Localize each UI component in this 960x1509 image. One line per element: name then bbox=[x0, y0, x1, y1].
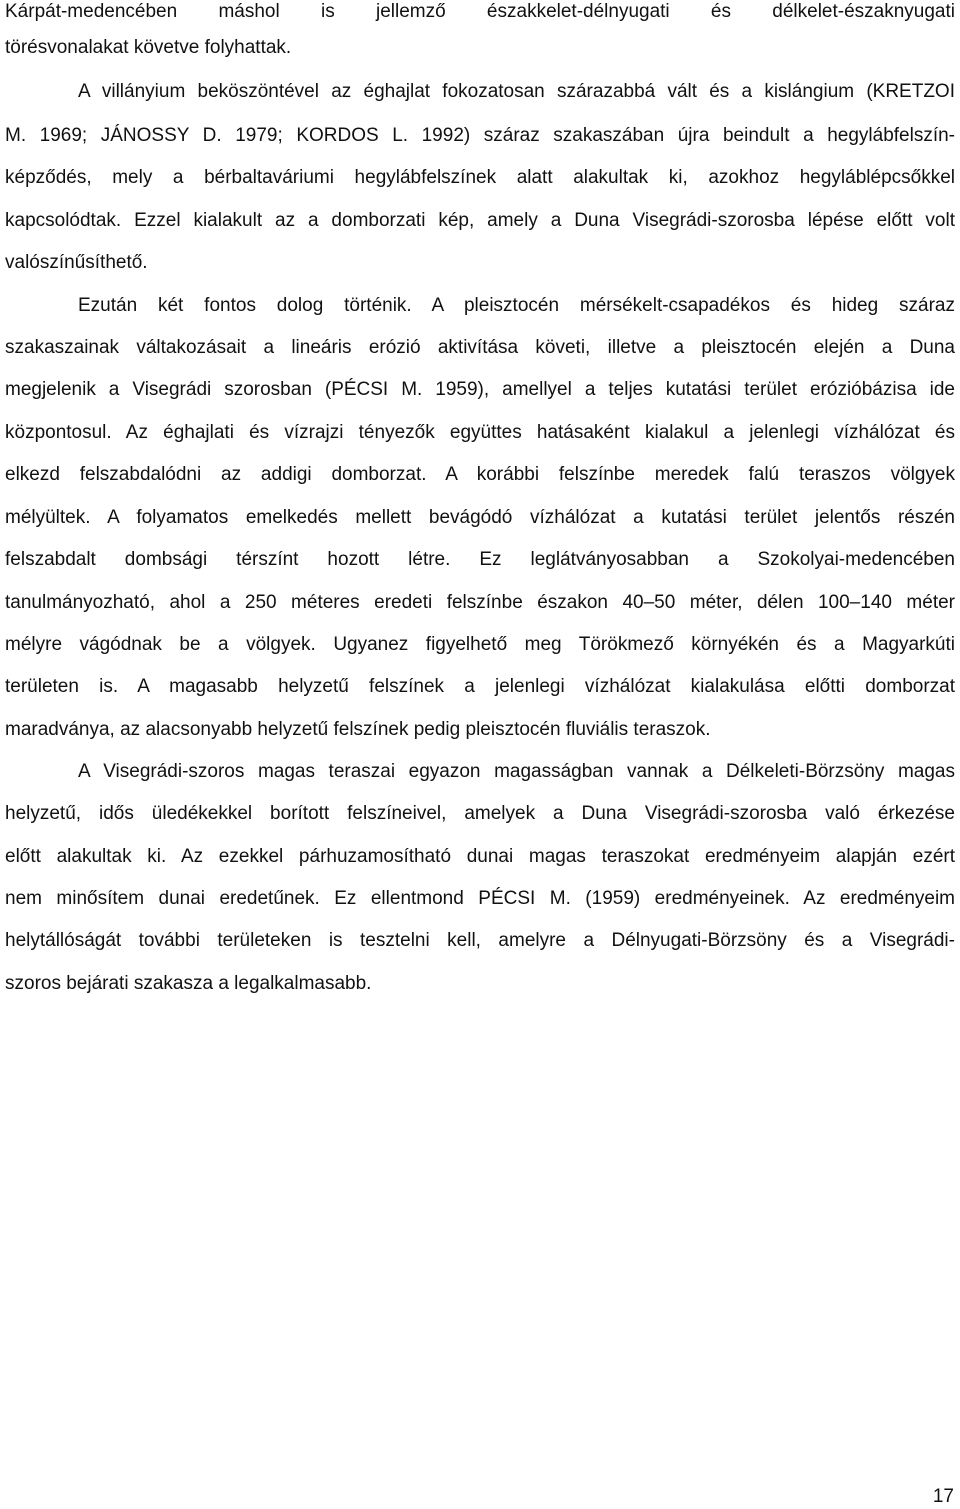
text-line: kapcsolódtak. Ezzel kialakult az a domborzati kép, amely a Duna Visegrádi-szorosba lépése előtt volt bbox=[5, 210, 955, 231]
text-line: valószínűsíthető. bbox=[5, 252, 148, 273]
text-line: felszabdalt dombsági térszínt hozott létre. Ez leglátványosabban a Szokolyai-medencében bbox=[5, 549, 955, 570]
text-line: központosul. Az éghajlati és vízrajzi tényezők együttes hatásaként kialakul a jelenlegi vízhálózat és bbox=[5, 422, 955, 443]
text-line: helyzetű, idős üledékekkel borított felszíneivel, amelyek a Duna Visegrádi-szorosba való érkezése bbox=[5, 803, 955, 824]
text-line: nem minősítem dunai eredetűnek. Ez ellentmond PÉCSI M. (1959) eredményeinek. Az eredményeim bbox=[5, 888, 955, 909]
page-number: 17 bbox=[932, 1486, 954, 1507]
text-line: mélyre vágódnak be a völgyek. Ugyanez figyelhető meg Törökmező környékén és a Magyarkúti bbox=[5, 634, 955, 655]
text-line: A villányium beköszöntével az éghajlat fokozatosan szárazabbá vált és a kislángium (KRETZOI bbox=[78, 81, 955, 102]
text-line: M. 1969; JÁNOSSY D. 1979; KORDOS L. 1992) száraz szakaszában újra beindult a hegylábfelszín- bbox=[5, 125, 955, 146]
text-line: mélyültek. A folyamatos emelkedés mellett bevágódó vízhálózat a kutatási terület jelentős részén bbox=[5, 507, 955, 528]
text-line: Kárpát-medencében máshol is jellemző északkelet-délnyugati és délkelet-északnyugati bbox=[5, 1, 955, 22]
text-line: törésvonalakat követve folyhattak. bbox=[5, 37, 292, 58]
text-line: tanulmányozható, ahol a 250 méteres eredeti felszínbe északon 40–50 méter, délen 100–140 méter bbox=[5, 592, 955, 613]
text-line: képződés, mely a bérbaltaváriumi hegylábfelszínek alatt alakultak ki, azokhoz hegyláblépcsőkkel bbox=[5, 167, 955, 188]
text-line: megjelenik a Visegrádi szorosban (PÉCSI M. 1959), amellyel a teljes kutatási terület erózióbázisa ide bbox=[5, 379, 955, 400]
text-line: maradványa, az alacsonyabb helyzetű felszínek pedig pleisztocén fluviális teraszok. bbox=[5, 719, 711, 740]
text-line: A Visegrádi-szoros magas teraszai egyazon magasságban vannak a Délkeleti-Börzsöny magas bbox=[78, 761, 955, 782]
text-line: szakaszainak váltakozásait a lineáris erózió aktivítása követi, illetve a pleisztocén elején a Duna bbox=[5, 337, 955, 358]
text-line: Ezután két fontos dolog történik. A pleisztocén mérsékelt-csapadékos és hideg száraz bbox=[78, 295, 955, 316]
text-line: területen is. A magasabb helyzetű felszínek a jelenlegi vízhálózat kialakulása előtti domborzat bbox=[5, 676, 955, 697]
text-line: előtt alakultak ki. Az ezekkel párhuzamosítható dunai magas teraszokat eredményeim alapján ezért bbox=[5, 846, 955, 867]
text-line: szoros bejárati szakasza a legalkalmasabb. bbox=[5, 973, 372, 994]
text-line: elkezd felszabdalódni az addigi domborzat. A korábbi felszínbe meredek falú teraszos völgyek bbox=[5, 464, 955, 485]
text-line: helytállóságát további területeken is tesztelni kell, amelyre a Délnyugati-Börzsöny és a Visegrádi- bbox=[5, 930, 955, 951]
